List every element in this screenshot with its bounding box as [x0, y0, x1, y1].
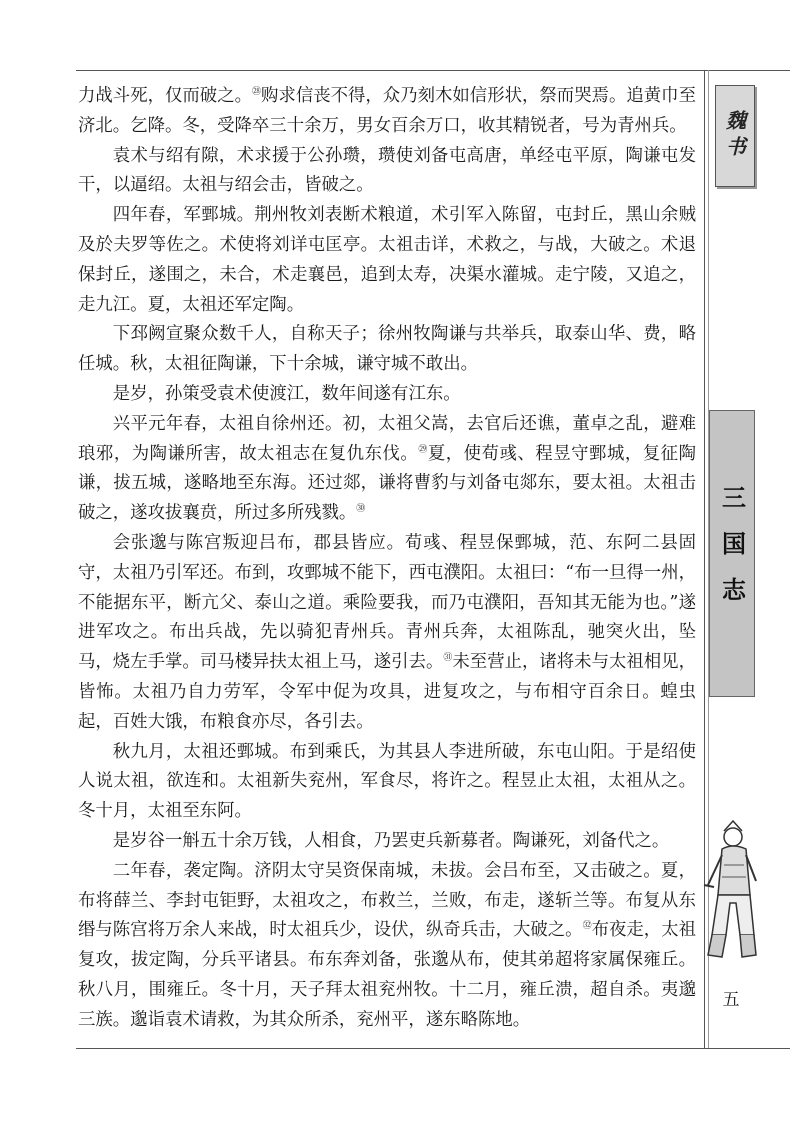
paragraph: 是岁谷一斛五十余万钱，人相食，乃罢吏兵新募者。陶谦死，刘备代之。 [112, 830, 670, 851]
footnote-marker: ㉘ [252, 87, 262, 98]
paragraph: 袁术与绍有隙，术求援于公孙瓒，瓒使刘备屯高唐，单经屯平原，陶谦屯发干，以逼绍。太祖与绍会击，皆破之。 [78, 145, 696, 196]
bottom-rule [76, 1048, 790, 1049]
paragraph: 会张邈与陈宫叛迎吕布，郡县皆应。荀彧、程昱保鄄城，范、东阿二县固守，太祖乃引军还。布到，攻鄄城不能下，西屯濮阳。太祖曰：“布一旦得一州，不能据东平，断亢父、泰山之道。乘险要我，而乃屯濮阳，吾知其无能为也。”遂进军攻之。布出兵战，先以骑犯青州兵。青州兵奔，太祖陈乱，驰突火出，坠马，烧左手掌。司马楼异扶太祖上马，遂引去。$^㉛$未至营止，诸将未与太祖相见，皆怖。太祖乃自力劳军，令军中促为攻具，进复攻之，与布相守百余日。蝗虫起，百姓大饿，布粮食亦尽，各引去。 [78, 532, 696, 732]
top-rule [76, 70, 790, 71]
paragraph: 二年春，袭定陶。济阴太守吴资保南城，未拔。会吕布至，又击破之。夏，布将薛兰、李封屯钜野，太祖攻之，布救兰，兰败，布走，遂斩兰等。布复从东缗与陈宫将万余人来战，时太祖兵少，设伏，纵奇兵击，大破之。$^㉜$布夜走，太祖复攻，拔定陶，分兵平诸县。布东奔刘备，张邈从布，使其弟超将家属保雍丘。秋八月，围雍丘。冬十月，天子拜太祖兖州牧。十二月，雍丘溃，超自杀。夷邈三族。邈诣袁术请救，为其众所杀，兖州平，遂东略陈地。 [78, 860, 696, 1030]
footnote-marker: ㉙ [418, 444, 428, 455]
footnote-marker: ㉛ [443, 653, 453, 664]
footnote-marker: ㉚ [356, 504, 366, 515]
paragraph-continued: 力战斗死，仅而破之。$^㉘$购求信丧不得，众乃刻木如信形状，祭而哭焉。追黄巾至济北。乞降。冬，受降卒三十余万，男女百余万口，收其精锐者，号为青州兵。 [78, 86, 696, 136]
section-title: 三国志 [717, 484, 747, 623]
section-band [709, 410, 755, 697]
paragraph: 秋九月，太祖还鄄城。布到乘氏，为其县人李进所破，东屯山阳。于是绍使人说太祖，欲连和。太祖新失兖州，军食尽，将许之。程昱止太祖，太祖从之。冬十月，太祖至东阿。 [78, 741, 696, 822]
page-number: 五 [722, 990, 740, 1010]
footnote-marker: ㉜ [582, 921, 592, 932]
book-title-tab [715, 85, 755, 187]
paragraph: 是岁，孙策受袁术使渡江，数年间遂有江东。 [112, 383, 461, 404]
warrior-figure-icon [700, 815, 760, 965]
paragraph: 下邳阙宣聚众数千人，自称天子；徐州牧陶谦与共举兵，取泰山华、费，略任城。秋，太祖征陶谦，下十余城，谦守城不敢出。 [78, 324, 696, 375]
book-title: 魏书 [722, 110, 747, 162]
paragraph: 兴平元年春，太祖自徐州还。初，太祖父嵩，去官后还谯，董卓之乱，避难琅邪，为陶谦所害，故太祖志在复仇东伐。$^㉙$夏，使荀彧、程昱守鄄城，复征陶谦，拔五城，遂略地至东海。还过郯，谦将曹豹与刘备屯郯东，要太祖。太祖击破之，遂攻拔襄贲，所过多所残戮。$^㉚$ [78, 413, 696, 524]
body-text [78, 82, 696, 1036]
paragraph: 四年春，军鄄城。荆州牧刘表断术粮道，术引军入陈留，屯封丘，黑山余贼及於夫罗等佐之。术使将刘详屯匡亭。太祖击详，术救之，与战，大破之。术退保封丘，遂围之，未合，术走襄邑，追到太寿，决渠水灌城。走宁陵，又追之，走九江。夏，太祖还军定陶。 [78, 205, 696, 315]
